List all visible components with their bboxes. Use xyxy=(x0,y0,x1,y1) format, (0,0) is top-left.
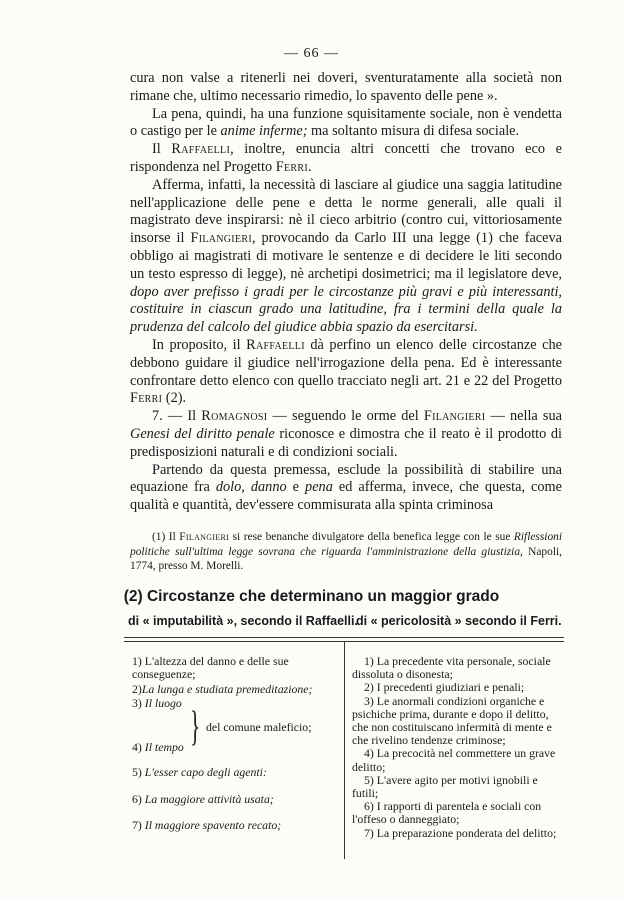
item-number: 4) xyxy=(132,740,142,754)
text-run: . xyxy=(307,158,312,175)
text-run: ed afferma, invece, che questa, come qualità e quantità, dev'essere commisurata alla spinta criminosa xyxy=(130,479,563,514)
item-text: Il tempo xyxy=(144,740,184,754)
author-name: Raffaelli xyxy=(171,141,231,158)
text-run: , provocando da Carlo III una legge (1) che faceva obbligo ai magistrati di motivare le sentenze e di decidere le liti secondo un testo espresso di legge), nè archetipi dosimetrici; ma il legislatore deve, xyxy=(130,230,562,282)
author-name: Filangieri xyxy=(190,230,252,247)
paragraph-6 xyxy=(130,462,562,515)
table-rule-top xyxy=(124,637,564,638)
author-name: Ferri xyxy=(130,390,163,407)
item-number: 2) xyxy=(132,682,142,696)
item-text: La maggiore attività usata; xyxy=(144,792,274,806)
italic-run: Riflessioni politiche sull'ultima legge sovrana che riguarda l'amministrazione della giustizia xyxy=(130,531,562,558)
right-column-header: di « pericolosità » secondo il Ferri. xyxy=(356,614,562,628)
text-run: — nella sua xyxy=(485,408,562,425)
text-run: — seguendo le orme del xyxy=(267,408,424,425)
left-column-header: di « imputabilità », secondo il Raffaelli. xyxy=(128,614,358,628)
text-run: (2). xyxy=(162,390,187,407)
paragraph-2 xyxy=(130,141,562,177)
list-item: 5) L'avere agito per motivi ignobili e futili; xyxy=(352,772,538,801)
list-item: 4) La precocità nel commettere un grave delitto; xyxy=(352,746,556,774)
text-run: , inoltre, enuncia altri concetti che trovano eco e rispondenza nel Progetto xyxy=(130,141,562,175)
footnote-1 xyxy=(130,530,562,574)
italic-run: pena xyxy=(305,479,333,496)
list-item: 3) Le anormali condizioni organiche e psichiche prima, durante e dopo il delitto, che non costituiscano infermità di mente e che rivelino tendenze criminose; xyxy=(352,693,552,748)
list-item: 2) I precedenti giudiziari e penali; xyxy=(364,680,525,695)
text-run: si rese benanche divulgatore della benefica legge con le sue xyxy=(229,531,514,543)
paragraph-5 xyxy=(130,408,562,461)
list-item xyxy=(132,793,340,806)
text-run: Partendo da questa premessa, esclude la possibilità di stabilire una equazione fra xyxy=(130,461,562,496)
item-number: 7) xyxy=(132,818,142,832)
text-run: e xyxy=(286,479,306,496)
brace-label: del comune maleficio; xyxy=(206,720,312,734)
text-run: Il xyxy=(152,141,172,158)
list-item: 6) I rapporti di parentela e sociali con l'offeso o danneggiato; xyxy=(352,799,542,827)
list-item xyxy=(132,819,340,832)
paragraph-3 xyxy=(130,177,562,337)
list-item: 1) La precedente vita personale, sociale dissoluta o disonesta; xyxy=(352,654,551,682)
author-name: Filangieri xyxy=(179,531,230,543)
paragraph-1b xyxy=(130,106,562,142)
author-name: Filangieri xyxy=(423,408,486,425)
item-number: 6) xyxy=(132,792,142,806)
list-item xyxy=(132,683,340,696)
brace-glyph: } xyxy=(190,704,201,750)
author-name: Romagnosi xyxy=(201,408,268,425)
item-text: L'esser capo degli agenti: xyxy=(144,765,267,779)
table-title: (2) Circostanze che determinano un maggior grado xyxy=(123,588,500,605)
item-text: Il maggiore spavento recato; xyxy=(144,818,282,832)
list-item: 1) L'altezza del danno e delle sue conseguenze; xyxy=(132,654,289,682)
main-text xyxy=(130,70,562,515)
paragraph-4 xyxy=(130,337,562,408)
list-item: 7) La preparazione ponderata del delitto; xyxy=(364,825,557,840)
text-run: dà perfino un elenco delle circostanze che debbono guidare il giudice nell'irrogazione della pena. Ed è interessante confrontare detto elenco con quello tracciato negli art. 21 e 22 del Progetto xyxy=(130,336,562,389)
text-run: , Napoli, 1774, presso M. Morelli. xyxy=(130,545,562,572)
table-column-divider xyxy=(344,641,345,859)
text-run: cura non valse a ritenerli nei doveri, sventuratamente alla società non rimane che, ultimo necessario rimedio, lo spavento delle pene ». xyxy=(130,70,562,104)
item-number: 3) xyxy=(132,696,142,710)
list-item xyxy=(132,741,340,754)
italic-run: anime inferme; xyxy=(220,123,308,140)
italic-run: Genesi del diritto penale xyxy=(130,425,275,442)
list-item xyxy=(132,766,340,779)
text-run: riconosce e dimostra che il reato è il prodotto di predisposizioni naturali e di condizioni sociali. xyxy=(130,425,562,460)
text-run: (1) Il xyxy=(152,531,180,543)
italic-run: dolo, danno xyxy=(215,479,287,496)
item-number: 5) xyxy=(132,765,142,779)
author-name: Ferri xyxy=(275,158,308,175)
text-run: 7. — Il xyxy=(152,408,202,425)
text-run: Afferma, infatti, la necessità di lasciare al giudice una saggia latitudine nell'applicazione delle pene e detta le norme generali, alle quali il magistrato deve inspirarsi: nè il cieco arbitrio (contro cui, vittoriosamente insorse il xyxy=(130,176,562,247)
page-number: — 66 — xyxy=(284,46,339,61)
text-run: La pena, quindi, ha una funzione squisitamente sociale, non è vendetta o castigo per le xyxy=(130,105,562,140)
item-text: La lunga e studiata premeditazione; xyxy=(141,682,313,696)
right-column-list xyxy=(352,655,562,840)
item-text: Il luogo xyxy=(144,696,182,710)
list-item xyxy=(132,697,340,710)
text-run: ma soltanto misura di difesa sociale. xyxy=(307,123,520,140)
italic-run: dopo aver prefisso i gradi per le circostanze più gravi e più interessanti, costituire in ciascun grado una latitudine, fra i termini della quale la prudenza del calcolo del giudice abbia spazio da esercitarsi. xyxy=(130,283,562,336)
author-name: Raffaelli xyxy=(246,336,305,353)
paragraph-1 xyxy=(130,70,562,106)
text-run: In proposito, il xyxy=(152,336,247,353)
